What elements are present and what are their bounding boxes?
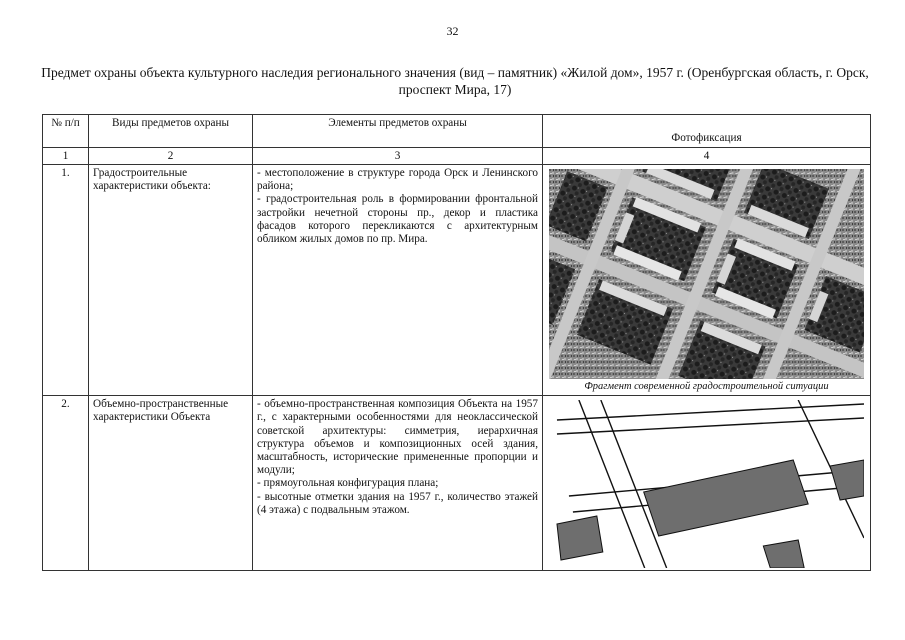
protection-table xyxy=(42,114,871,571)
element-item: - местоположение в структуре города Орск и Ленинского района; xyxy=(257,167,538,193)
row-type: Градостроительные характеристики объекта: xyxy=(89,165,253,396)
header-num: № п/п xyxy=(43,115,89,148)
element-item: - объемно-пространственная композиция Объекта на 1957 г., с характерными особенностями для неоклассической советской архитектуры: симметрия, иерархичная структура объемов и композиционных осей здания, масштабность, исторические примененные пропорции и модули; xyxy=(257,398,538,477)
row-elements xyxy=(253,396,543,571)
table-header-row xyxy=(43,115,871,148)
photo-caption: Фрагмент современной градостроительной ситуации xyxy=(584,381,829,392)
photo-cell xyxy=(543,165,871,396)
plan-cell xyxy=(543,396,871,571)
row-number: 2. xyxy=(43,396,89,571)
column-number: 4 xyxy=(543,148,871,165)
header-photo: Фотофиксация xyxy=(543,115,871,148)
document-title: Предмет охраны объекта культурного наследия регионального значения (вид – памятник) «Жилой дом», 1957 г. (Оренбургская область, г. Орск, проспект Мира, 17) xyxy=(41,65,869,97)
aerial-photo xyxy=(549,169,864,379)
page-number: 32 xyxy=(446,24,459,38)
row-type: Объемно-пространственные характеристики Объекта xyxy=(89,396,253,571)
element-item: - прямоугольная конфигурация плана; xyxy=(257,477,439,490)
element-item: - градостроительная роль в формировании фронтальной застройки нечетной стороны пр., декор и пластика фасадов которого перекликаются с архитектурным обликом жилых домов по пр. Мира. xyxy=(257,193,538,246)
column-number: 1 xyxy=(43,148,89,165)
column-number: 2 xyxy=(89,148,253,165)
table-row xyxy=(43,165,871,396)
row-elements xyxy=(253,165,543,396)
header-types: Виды предметов охраны xyxy=(89,115,253,148)
row-number: 1. xyxy=(43,165,89,396)
element-item: - высотные отметки здания на 1957 г., количество этажей (4 этажа) с подвальным этажом. xyxy=(257,490,538,516)
column-number: 3 xyxy=(253,148,543,165)
column-number-row xyxy=(43,148,871,165)
table-row xyxy=(43,396,871,571)
header-elements: Элементы предметов охраны xyxy=(253,115,543,148)
site-plan-drawing xyxy=(549,400,864,568)
